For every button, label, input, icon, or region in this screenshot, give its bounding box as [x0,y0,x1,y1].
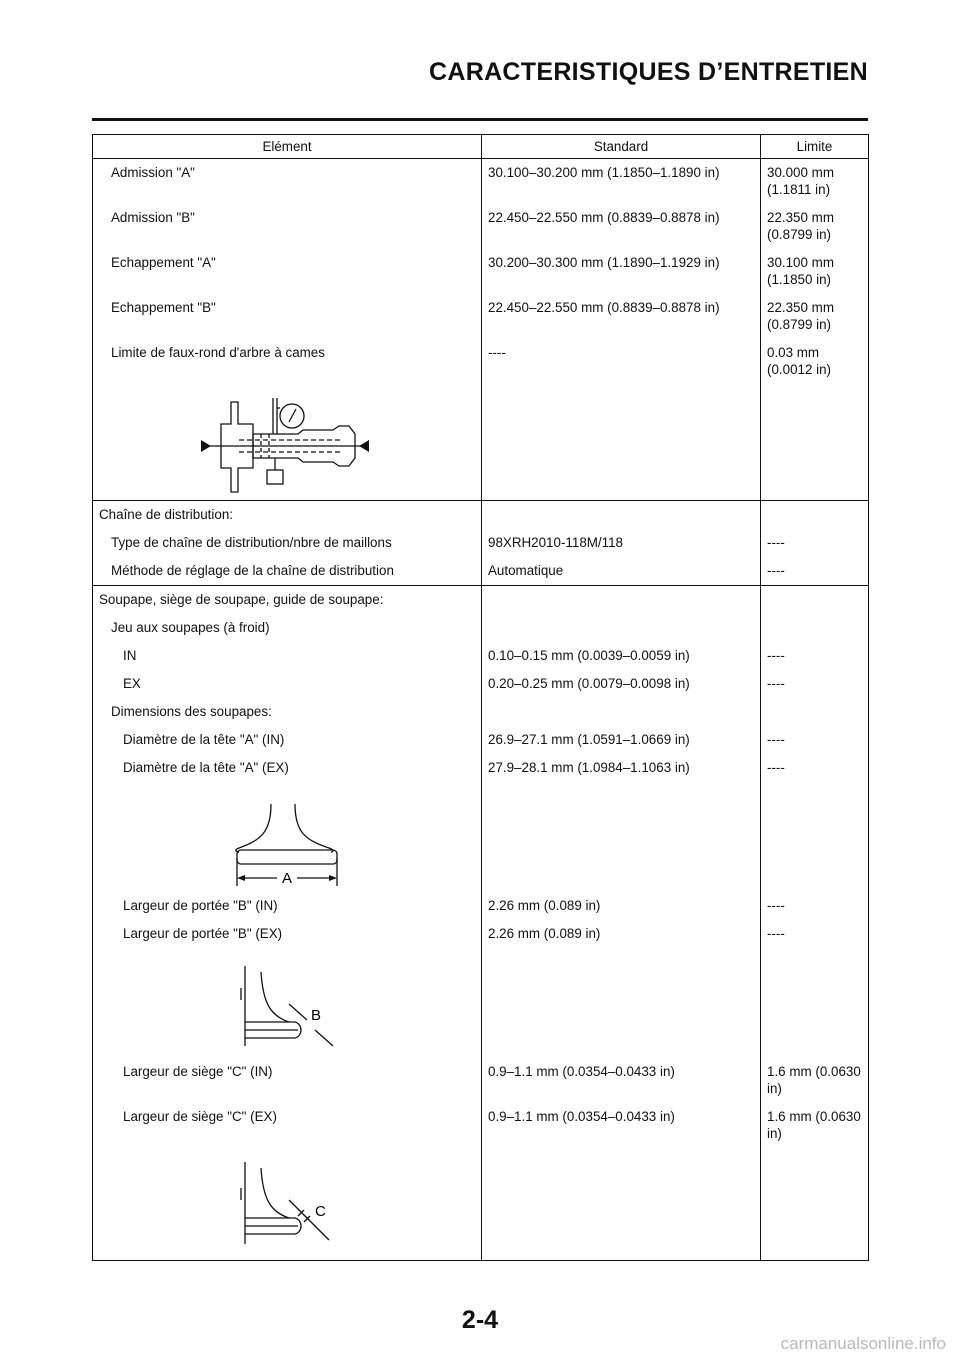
valve-face-label: B [311,1007,322,1024]
table-row [93,920,869,948]
page-number: 2-4 [461,1306,499,1334]
table-row [93,249,869,294]
cell-limit: 30.100 mm (1.1850 in) [761,249,869,294]
cell-standard: 2.26 mm (0.089 in) [482,892,761,920]
cell-limit: 1.6 mm (0.0630 in) [761,1103,869,1148]
cell-limit: ---- [761,920,869,948]
valve-head-label: A [281,870,293,887]
figure-row [93,782,869,892]
figure-row [93,948,869,1058]
spec-table [92,134,869,1261]
cell-element: Largeur de siège "C" (IN) [123,1064,273,1079]
cell-element: IN [123,648,137,663]
cell-standard: 22.450–22.550 mm (0.8839–0.8878 in) [482,294,761,339]
cell-limit: 0.03 mm (0.0012 in) [761,339,869,384]
cell-element: Echappement "A" [111,255,216,270]
figure-row [93,384,869,501]
cell-element: Diamètre de la tête "A" (EX) [123,760,289,775]
cell-standard: 2.26 mm (0.089 in) [482,920,761,948]
table-row [93,204,869,249]
cell-limit: 22.350 mm (0.8799 in) [761,204,869,249]
cell-standard: 22.450–22.550 mm (0.8839–0.8878 in) [482,204,761,249]
cell-element: EX [123,676,141,691]
cell-limit: ---- [761,754,869,782]
cell-standard: 30.200–30.300 mm (1.1890–1.1929 in) [482,249,761,294]
section-heading: Soupape, siège de soupape, guide de soupape: [93,586,482,615]
cell-limit: ---- [761,529,869,557]
cell-element: Méthode de réglage de la chaîne de distribution [111,563,394,578]
cell-standard: 98XRH2010-118M/118 [482,529,761,557]
cell-element: Limite de faux-rond d'arbre à cames [111,345,325,360]
subheading-row [93,614,869,642]
table-row [93,726,869,754]
table-row [93,529,869,557]
table-header-row [93,135,869,159]
header-element: Elément [93,135,482,159]
cell-limit: ---- [761,642,869,670]
table-row [93,1103,869,1148]
watermark: carmanualsonline.info [780,1334,946,1353]
camshaft-runout-figure [93,384,469,500]
valve-seat-figure [93,1148,469,1260]
table-row [93,294,869,339]
title-rule [92,118,868,121]
cell-element: Admission "B" [111,210,195,225]
table-row [93,1058,869,1103]
cell-standard: 0.9–1.1 mm (0.0354–0.0433 in) [482,1103,761,1148]
cell-standard: 0.9–1.1 mm (0.0354–0.0433 in) [482,1058,761,1103]
cell-limit: 1.6 mm (0.0630 in) [761,1058,869,1103]
valve-head-figure [93,782,469,892]
cell-limit: ---- [761,726,869,754]
table-row [93,339,869,384]
section-heading: Chaîne de distribution: [93,501,482,530]
cell-element: Largeur de portée "B" (IN) [123,898,278,913]
cell-standard: 26.9–27.1 mm (1.0591–1.0669 in) [482,726,761,754]
cell-standard: 0.10–0.15 mm (0.0039–0.0059 in) [482,642,761,670]
cell-standard: ---- [482,339,761,384]
cell-standard: 0.20–0.25 mm (0.0079–0.0098 in) [482,670,761,698]
table-row [93,159,869,205]
cell-standard: Automatique [482,557,761,586]
cell-limit: ---- [761,892,869,920]
valve-seat-label: C [315,1203,326,1220]
table-row [93,642,869,670]
cell-element: Admission "A" [111,165,195,180]
cell-standard: 27.9–28.1 mm (1.0984–1.1063 in) [482,754,761,782]
subheading: Jeu aux soupapes (à froid) [111,620,270,635]
table-row [93,557,869,586]
subheading: Dimensions des soupapes: [111,704,272,719]
subheading-row [93,698,869,726]
cell-element: Largeur de siège "C" (EX) [123,1109,277,1124]
page-title: CARACTERISTIQUES D’ENTRETIEN [429,58,868,86]
table-row [93,754,869,782]
cell-element: Echappement "B" [111,300,216,315]
cell-element: Largeur de portée "B" (EX) [123,926,283,941]
cell-standard: 30.100–30.200 mm (1.1850–1.1890 in) [482,159,761,205]
section-heading-row [93,586,869,615]
table-row [93,670,869,698]
valve-face-figure [93,948,469,1058]
header-standard: Standard [482,135,761,159]
cell-limit: ---- [761,670,869,698]
header-limit: Limite [761,135,869,159]
cell-limit: ---- [761,557,869,586]
cell-element: Type de chaîne de distribution/nbre de maillons [111,535,392,550]
cell-limit: 22.350 mm (0.8799 in) [761,294,869,339]
table-row [93,892,869,920]
figure-row [93,1148,869,1261]
cell-element: Diamètre de la tête "A" (IN) [123,732,285,747]
cell-limit: 30.000 mm (1.1811 in) [761,159,869,205]
section-heading-row [93,501,869,530]
